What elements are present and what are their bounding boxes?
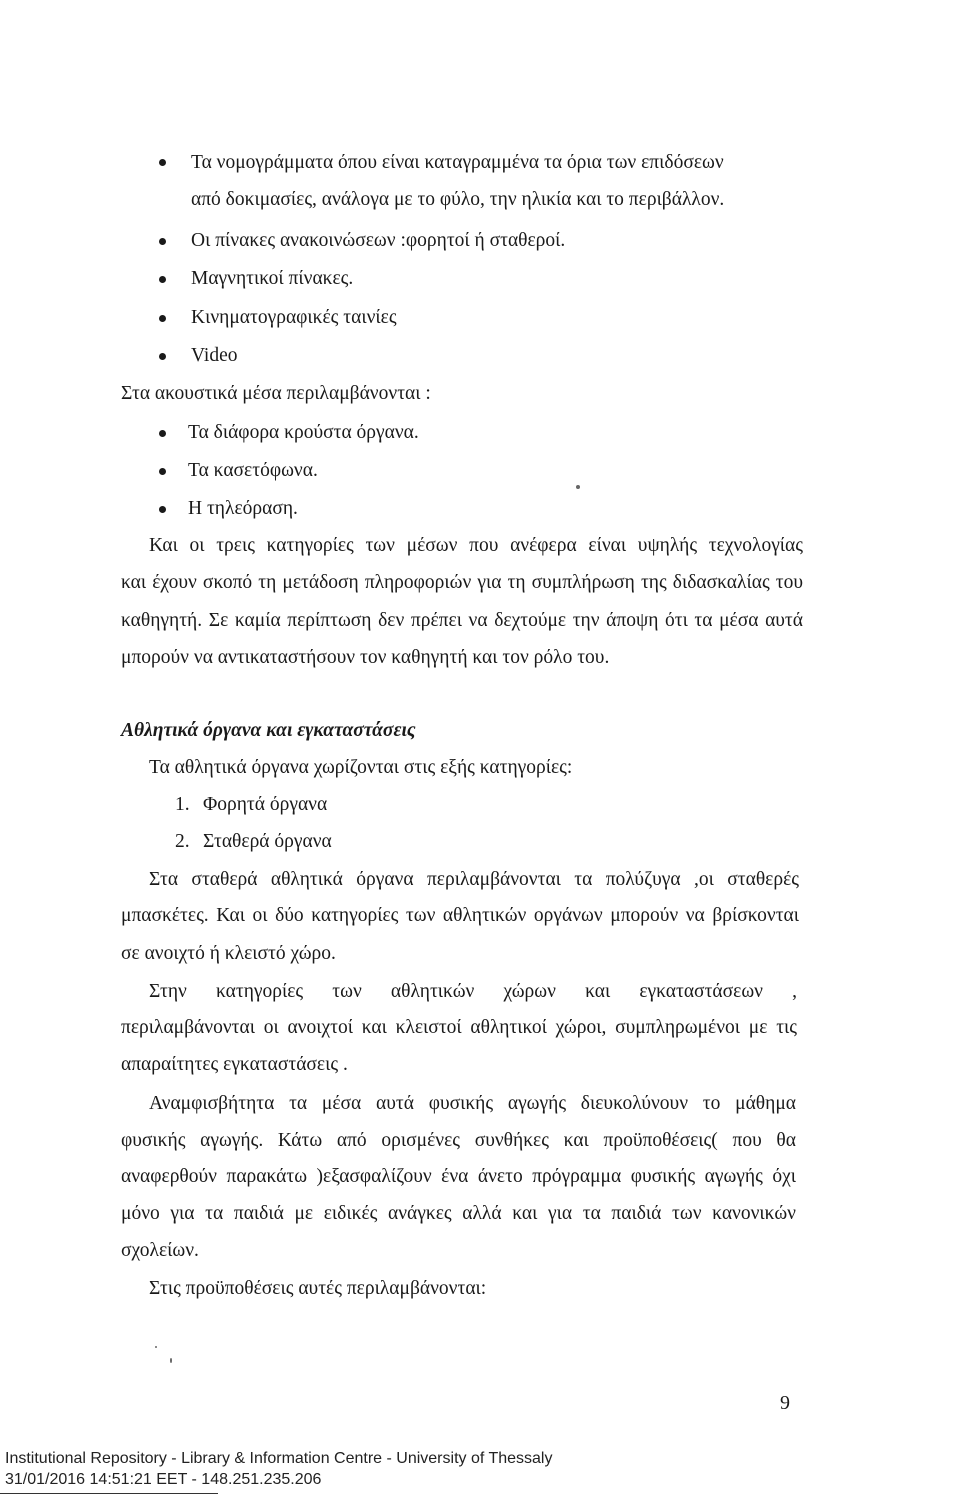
paragraph-line: Και οι τρεις κατηγορίες των μέσων που ανέφερα είναι υψηλής τεχνολογίας — [149, 535, 803, 556]
list-item: Οι πίνακες ανακοινώσεων :φορητοί ή σταθεροί. — [191, 230, 566, 251]
paragraph-line: Στις προϋποθέσεις αυτές περιλαμβάνονται: — [149, 1278, 487, 1299]
bullet-dot — [159, 238, 166, 245]
bullet-dot — [159, 430, 166, 437]
bullet-dot — [159, 468, 166, 475]
list-item: Μαγνητικοί πίνακες. — [191, 268, 354, 289]
bullet-dot — [159, 353, 166, 360]
acoustic-intro: Στα ακουστικά μέσα περιλαμβάνονται : — [121, 383, 431, 404]
paragraph-line: σχολείων. — [121, 1240, 199, 1261]
list-item-continuation: από δοκιμασίες, ανάλογα με το φύλο, την ηλικία και το περιβάλλον. — [191, 189, 725, 210]
list-item: Σταθερά όργανα — [203, 831, 332, 852]
paragraph-line: μόνο για τα παιδιά με ειδικές ανάγκες αλλά και για τα παιδιά των κανονικών — [121, 1203, 796, 1224]
bullet-dot — [159, 506, 166, 513]
list-item: Φορητά όργανα — [203, 794, 328, 815]
repository-footer: Institutional Repository - Library & Information Centre - University of Thessaly — [5, 1450, 553, 1467]
paragraph-line: Αναμφισβήτητα τα μέσα αυτά φυσικής αγωγής διευκολύνουν το μάθημα — [149, 1093, 796, 1114]
section-intro: Τα αθλητικά όργανα χωρίζονται στις εξής κατηγορίες: — [149, 757, 573, 778]
paragraph-line: αναφερθούν παρακάτω )εξασφαλίζουν ένα άνετο πρόγραμμα φυσικής αγωγής όχι — [121, 1166, 796, 1187]
list-item: Τα κασετόφωνα. — [188, 460, 318, 481]
page-number: 9 — [780, 1392, 790, 1414]
paragraph-line: Στην κατηγορίες των αθλητικών χώρων και εγκαταστάσεων , — [149, 981, 797, 1002]
timestamp-footer: 31/01/2016 14:51:21 EET - 148.251.235.206 — [5, 1471, 322, 1488]
paragraph-line: καθηγητή. Σε καμία περίπτωση δεν πρέπει να δεχτούμε την άποψη ότι τα μέσα αυτά — [121, 610, 803, 631]
bullet-dot — [159, 276, 166, 283]
scan-speck — [576, 485, 580, 489]
paragraph-line: φυσικής αγωγής. Κάτω από ορισμένες συνθήκες και προϋποθέσεις( που θα — [121, 1130, 796, 1151]
paragraph-line: μπασκέτες. Και οι δύο κατηγορίες των αθλητικών οργάνων μπορούν να βρίσκονται — [121, 905, 799, 926]
paragraph-line: μπορούν να αντικαταστήσουν τον καθηγητή και τον ρόλο του. — [121, 647, 610, 668]
paragraph-line: και έχουν σκοπό τη μετάδοση πληροφοριών για τη συμπλήρωση της διδασκαλίας του — [121, 572, 803, 593]
bullet-dot — [159, 315, 166, 322]
paragraph-line: απαραίτητες εγκαταστάσεις . — [121, 1054, 348, 1075]
list-item: Τα διάφορα κρούστα όργανα. — [188, 422, 419, 443]
scan-speck — [155, 1346, 157, 1348]
paragraph-line: σε ανοιχτό ή κλειστό χώρο. — [121, 943, 336, 964]
list-item: Η τηλεόραση. — [188, 498, 298, 519]
paragraph-line: περιλαμβάνονται οι ανοιχτοί και κλειστοί αθλητικοί χώροι, συμπληρωμένοι με τις — [121, 1017, 797, 1038]
footer-rule — [0, 1493, 218, 1494]
list-item: Τα νομογράμματα όπου είναι καταγραμμένα τα όρια των επιδόσεων — [191, 152, 724, 173]
list-item: Video — [191, 345, 238, 366]
list-item: Κινηματογραφικές ταινίες — [191, 307, 397, 328]
list-number: 1. — [175, 794, 190, 815]
section-heading: Αθλητικά όργανα και εγκαταστάσεις — [121, 720, 416, 741]
bullet-dot — [159, 159, 166, 166]
paragraph-line: Στα σταθερά αθλητικά όργανα περιλαμβάνονται τα πολύζυγα ,οι σταθερές — [149, 869, 799, 890]
list-number: 2. — [175, 831, 190, 852]
scan-speck — [170, 1358, 172, 1363]
